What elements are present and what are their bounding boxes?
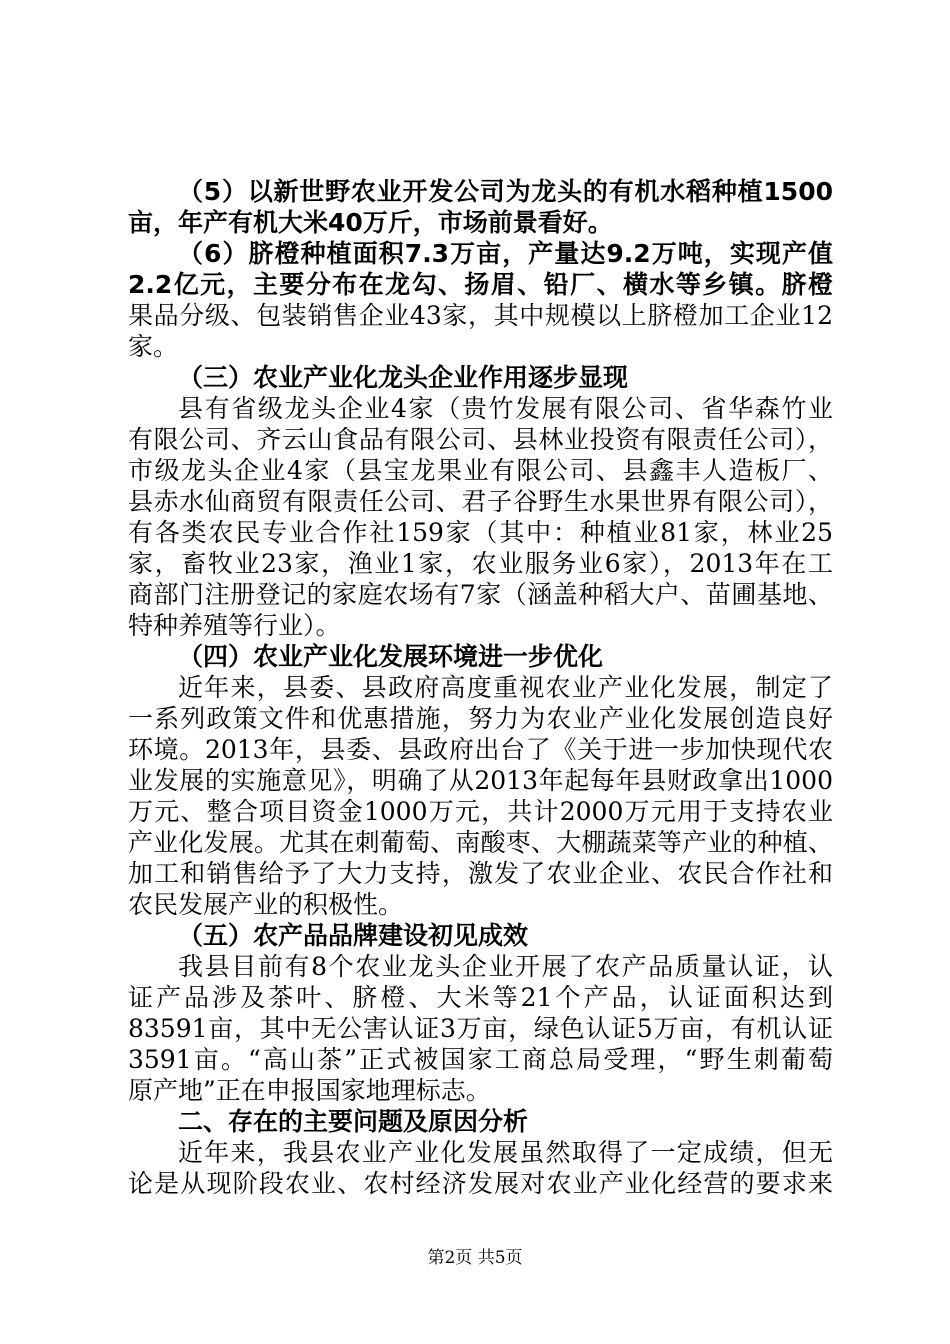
text-line: 家。 [128,332,179,361]
text-line: 家，畜牧业23家，渔业1家，农业服务业6家），2013年在工 [128,549,833,578]
text-line: 商部门注册登记的家庭农场有7家（涵盖种稻大户、苗圃基地、 [128,580,833,609]
page-footer: 第2页 共5页 [427,1248,523,1268]
text-line: 万元、整合项目资金1000万元，共计2000万元用于支持农业 [128,797,833,826]
text-line: 县有省级龙头企业4家（贵竹发展有限公司、省华森竹业 [178,394,833,423]
text-line: 加工和销售给予了大力支持，激发了农业企业、农民合作社和 [128,859,833,888]
text-line: 我县目前有8个农业龙头企业开展了农产品质量认证，认 [178,952,833,981]
text-line: 特种养殖等行业）。 [128,611,341,640]
text-line: 有限公司、齐云山食品有限公司、县林业投资有限责任公司）， [128,425,833,454]
text-line: 近年来，我县农业产业化发展虽然取得了一定成绩，但无 [178,1138,833,1167]
heading-line: （五）农产品品牌建设初见成效 [178,921,529,950]
heading-line: 亩，年产有机大米40万斤，市场前景看好。 [128,208,613,237]
text-line: 原产地”正在申报国家地理标志。 [128,1076,491,1105]
heading-line: （四）农业产业化发展环境进一步优化 [178,642,604,671]
document-body [128,176,833,1199]
text-line: 有各类农民专业合作社159家（其中：种植业81家，林业25 [128,518,833,547]
text-line: 农民发展产业的积极性。 [128,890,404,919]
text-line: 83591亩，其中无公害认证3万亩，绿色认证5万亩，有机认证 [128,1014,833,1043]
heading-line: 2.2亿元，主要分布在龙勾、扬眉、铅厂、横水等乡镇。脐橙 [128,270,833,299]
text-line: 3591亩。“高山茶”正式被国家工商总局受理，“野生刺葡萄 [128,1045,833,1074]
text-line: 一系列政策文件和优惠措施，努力为农业产业化发展创造良好 [128,704,833,733]
text-line: 环境。2013年，县委、县政府出台了《关于进一步加快现代农 [128,735,833,764]
heading-line: 二、存在的主要问题及原因分析 [178,1107,529,1136]
heading-line: （5）以新世野农业开发公司为龙头的有机水稻种植1500 [178,177,833,206]
heading-line: （三）农业产业化龙头企业作用逐步显现 [178,363,629,392]
heading-line: （6）脐橙种植面积7.3万亩，产量达9.2万吨，实现产值 [178,239,833,268]
text-line: 论是从现阶段农业、农村经济发展对农业产业化经营的要求来 [128,1169,833,1198]
text-line: 产业化发展。尤其在刺葡萄、南酸枣、大棚蔬菜等产业的种植、 [128,828,833,857]
text-line: 近年来，县委、县政府高度重视农业产业化发展，制定了 [178,673,833,702]
text-line: 果品分级、包装销售企业43家，其中规模以上脐橙加工企业12 [128,301,833,330]
text-line: 证产品涉及茶叶、脐橙、大米等21个产品，认证面积达到 [128,983,833,1012]
text-line: 县赤水仙商贸有限责任公司、君子谷野生水果世界有限公司）， [128,487,833,516]
text-line: 市级龙头企业4家（县宝龙果业有限公司、县鑫丰人造板厂、 [128,456,833,485]
text-line: 业发展的实施意见》，明确了从2013年起每年县财政拿出1000 [128,766,833,795]
